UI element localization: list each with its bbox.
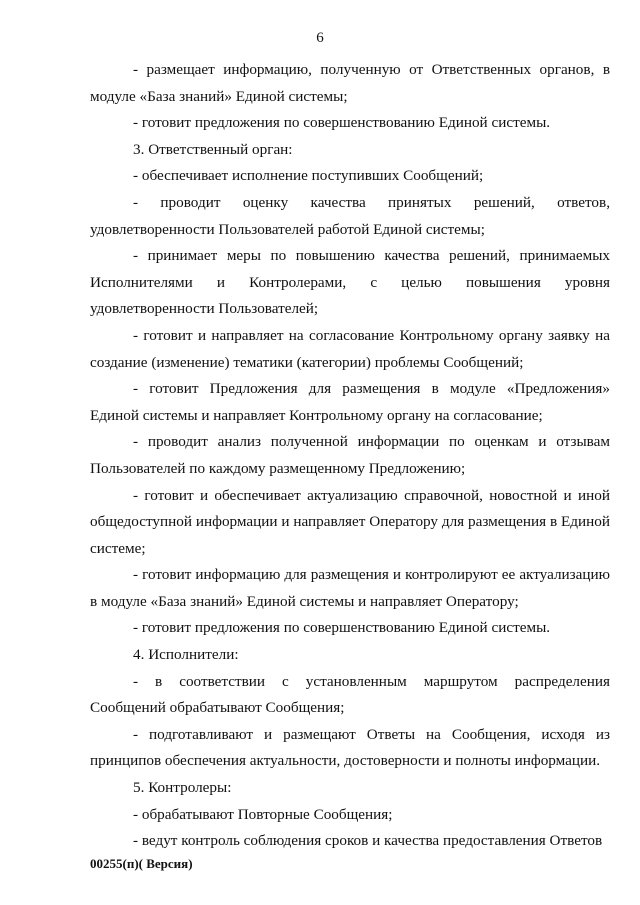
- paragraph: - обрабатывают Повторные Сообщения;: [133, 805, 393, 823]
- paragraph: - готовит Предложения для размещения в модуле «Предложения» Единой системы и направляет Контрольному органу на согласование;: [90, 380, 610, 424]
- document-footer-code: 00255(п)( Версия): [90, 856, 193, 871]
- paragraph: - обеспечивает исполнение поступивших Сообщений;: [133, 167, 484, 185]
- paragraph: - принимает меры по повышению качества решений, принимаемых Исполнителями и Контролерами, с целью повышения уровня удовлетворенности Пользователей;: [90, 247, 610, 318]
- paragraph: - готовит предложения по совершенствованию Единой системы.: [133, 114, 551, 132]
- paragraph: - ведут контроль соблюдения сроков и качества предоставления Ответов: [133, 832, 603, 850]
- paragraph: - в соответствии с установленным маршрутом распределения Сообщений обрабатывают Сообщения;: [90, 672, 610, 717]
- section-heading: 4. Исполнители:: [133, 646, 239, 664]
- paragraph: - подготавливают и размещают Ответы на Сообщения, исходя из принципов обеспечения актуальности, достоверности и полноты информации.: [90, 725, 610, 770]
- paragraph: - готовит и направляет на согласование Контрольному органу заявку на создание (изменение) тематики (категории) проблемы Сообщений;: [90, 326, 610, 371]
- paragraph: - проводит анализ полученной информации по оценкам и отзывам Пользователей по каждому размещенному Предложению;: [90, 433, 610, 477]
- section-heading: 3. Ответственный орган:: [133, 140, 293, 158]
- section-heading: 5. Контролеры:: [133, 779, 232, 797]
- page-number: 6: [316, 30, 324, 46]
- paragraph: - размещает информацию, полученную от Ответственных органов, в модуле «База знаний» Единой системы;: [90, 61, 610, 105]
- paragraph: - готовит информацию для размещения и контролируют ее актуализацию в модуле «База знаний» Единой системы и направляет Оператору;: [90, 566, 610, 610]
- paragraph: - готовит и обеспечивает актуализацию справочной, новостной и иной общедоступной информации и направляет Оператору для размещения в Единой системе;: [90, 486, 610, 557]
- document-body: [90, 57, 610, 855]
- paragraph: - проводит оценку качества принятых решений, ответов, удовлетворенности Пользователей работой Единой системы;: [90, 193, 610, 238]
- paragraph: - готовит предложения по совершенствованию Единой системы.: [133, 619, 551, 637]
